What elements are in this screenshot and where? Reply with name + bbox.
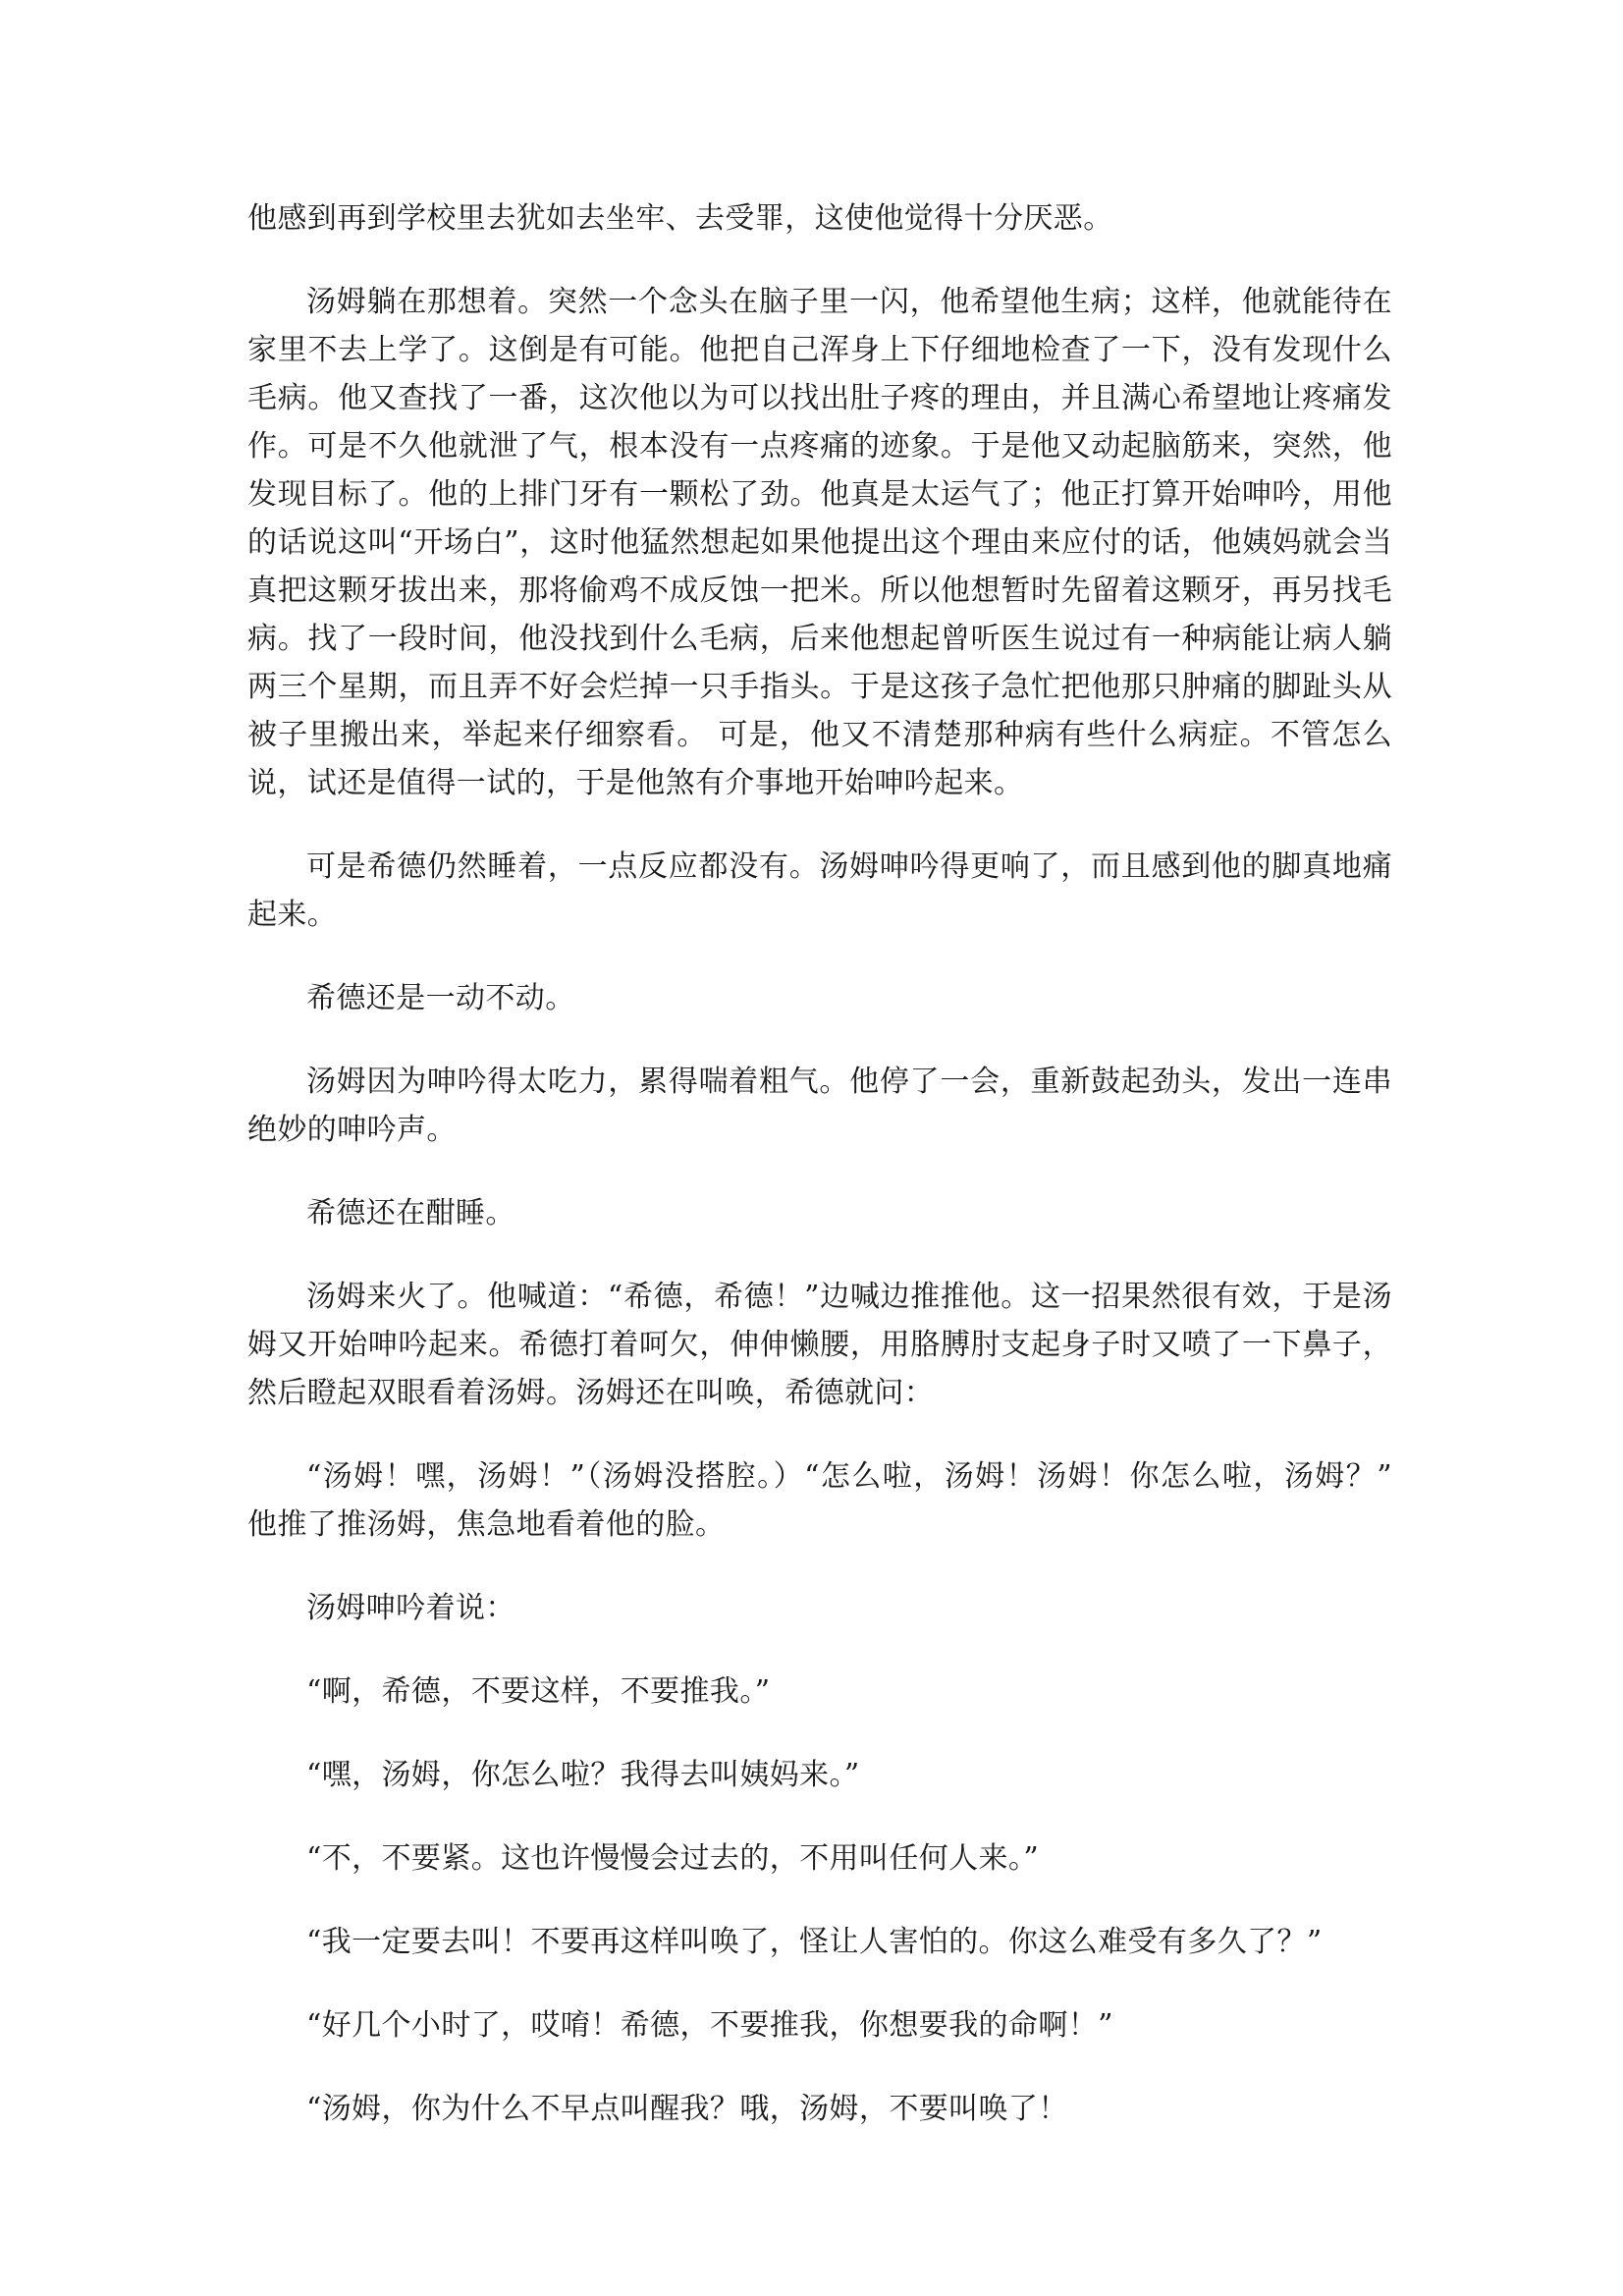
paragraph-2: 汤姆躺在那想着。突然一个念头在脑子里一闪，他希望他生病；这样，他就能待在家里不去上学了。这倒是有可能。他把自己浑身上下仔细地检查了一下，没有发现什么毛病。他又查找了一番，这次他以为可以找出肚子疼的理由，并且满心希望地让疼痛发作。可是不久他就泄了气，根本没有一点疼痛的迹象。于是他又动起脑筋来，突然，他发现目标了。他的上排门牙有一颗松了劲。他真是太运气了；他正打算开始呻吟，用他的话说这叫“开场白”，这时他猛然想起如果他提出这个理由来应付的话，他姨妈就会当真把这颗牙拔出来，那将偷鸡不成反蚀一把米。所以他想暂时先留着这颗牙，再另找毛病。找了一段时间，他没找到什么毛病，后来他想起曾听医生说过有一种病能让病人躺两三个星期，而且弄不好会烂掉一只手指头。于是这孩子急忙把他那只肿痛的脚趾头从被子里搬出来，举起来仔细察看。 可是，他又不清楚那种病有些什么病症。不管怎么说，试还是值得一试的，于是他煞有介事地开始呻吟起来。 [247, 285, 1392, 800]
paragraph-14: “好几个小时了，哎唷！希德，不要推我，你想要我的命啊！” [306, 2008, 1113, 2043]
paragraph-4: 希德还是一动不动。 [306, 981, 575, 1015]
paragraph-6: 希德还在酣睡。 [306, 1196, 515, 1230]
paragraph-10: “啊，希德，不要这样，不要推我。” [306, 1674, 771, 1709]
paragraph-5: 汤姆因为呻吟得太吃力，累得喘着粗气。他停了一会，重新鼓起劲头，发出一连串绝妙的呻吟声。 [247, 1065, 1392, 1147]
paragraph-3: 可是希德仍然睡着，一点反应都没有。汤姆呻吟得更响了，而且感到他的脚真地痛起来。 [247, 849, 1392, 932]
paragraph-8: “汤姆！嘿，汤姆！”（汤姆没搭腔。）“怎么啦，汤姆！汤姆！你怎么啦，汤姆？” 他推了推汤姆，焦急地看着他的脸。 [247, 1459, 1392, 1542]
paragraph-7: 汤姆来火了。他喊道：“希德，希德！”边喊边推推他。这一招果然很有效，于是汤姆又开始呻吟起来。希德打着呵欠，伸伸懒腰，用胳膊肘支起身子时又喷了一下鼻子，然后瞪起双眼看着汤姆。汤姆还在叫唤，希德就问： [247, 1280, 1392, 1410]
paragraph-13: “我一定要去叫！不要再这样叫唤了，怪让人害怕的。你这么难受有多久了？” [306, 1925, 1323, 1959]
paragraph-11: “嘿，汤姆，你怎么啦？我得去叫姨妈来。” [306, 1758, 860, 1792]
paragraph-15: “汤姆，你为什么不早点叫醒我？哦，汤姆，不要叫唤了！ [306, 2092, 1068, 2126]
document-body [247, 194, 1392, 2168]
paragraph-12: “不，不要紧。这也许慢慢会过去的，不用叫任何人来。” [306, 1841, 1040, 1876]
paragraph-9: 汤姆呻吟着说： [306, 1591, 515, 1625]
paragraph-1: 他感到再到学校里去犹如去坐牢、去受罪，这使他觉得十分厌恶。 [247, 201, 1113, 236]
